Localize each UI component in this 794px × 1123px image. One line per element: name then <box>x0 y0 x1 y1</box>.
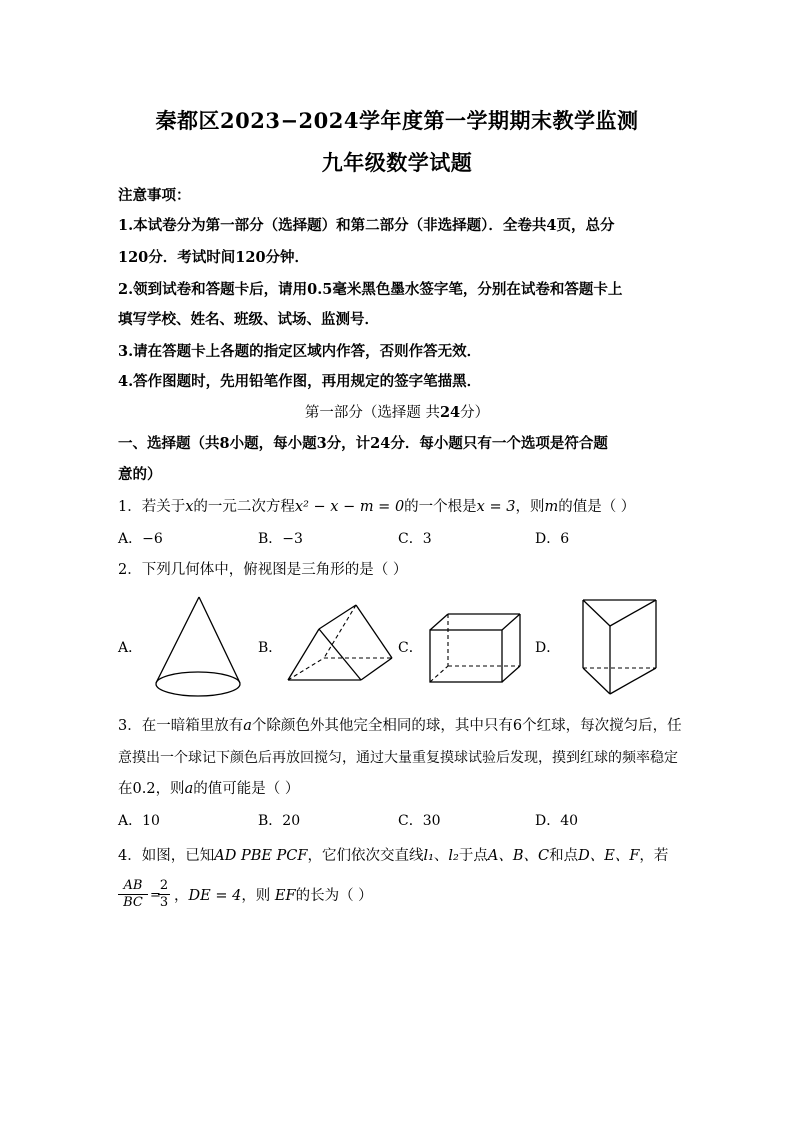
q3-text-2: 个除颜色外其他完全相同的球，其中只有 <box>251 718 513 734</box>
q1-var-m: m <box>544 499 559 515</box>
q3-option-b: B．20 <box>258 813 301 829</box>
q1-option-d: D．6 <box>535 531 570 547</box>
q3-six: 6 <box>512 718 523 734</box>
q4-parallel: AD PBE PCF <box>214 848 308 864</box>
q3-c-var: a <box>184 781 194 797</box>
triangular-prism-figure <box>282 600 398 686</box>
q4-text-4: 和点 <box>549 848 579 864</box>
q1-text-2: 的一元二次方程 <box>193 499 295 515</box>
q4-text-b1: ， <box>174 888 189 904</box>
question-2-stem: 2．下列几何体中，俯视图是三角形的是（ ） <box>118 562 408 578</box>
exam-subtitle: 九年级数学试题 <box>321 150 473 175</box>
q4-de: DE = 4 <box>188 888 242 904</box>
q4-points-1: A、B、C <box>487 848 550 864</box>
q1-equation: x² − x − m = 0 <box>294 499 405 515</box>
q4-l2: l₂ <box>448 848 459 864</box>
q3-text-1: 3．在一暗箱里放有 <box>118 718 244 734</box>
note-3: 3.请在答题卡上各题的指定区域内作答，否则作答无效． <box>118 343 482 360</box>
q1-root: x = 3 <box>476 499 516 515</box>
cuboid-figure <box>426 610 524 686</box>
q4-frac-equals: = <box>150 888 161 903</box>
q1-option-b: B．−3 <box>258 531 303 547</box>
q4-text-2: ，它们依次交直线 <box>307 848 424 864</box>
q4-text-b3: 的长为（ ） <box>295 888 373 904</box>
q4-value-fraction <box>158 878 170 911</box>
q1-var-x: x <box>185 499 194 515</box>
q1-option-c: C．3 <box>398 531 432 547</box>
q4-value-denominator: 3 <box>159 895 169 910</box>
q4-sep: 、 <box>433 848 449 864</box>
q3-var-a: a <box>243 718 252 734</box>
cone-figure <box>148 593 248 703</box>
part1-heading-num: 24 <box>439 404 461 421</box>
q4-ef: EF <box>274 888 296 904</box>
note-2b: 填写学校、姓名、班级、试场、监测号． <box>118 311 379 328</box>
q1-text-1: 1．若关于 <box>118 499 186 515</box>
question-3-line-2: 意摸出一个球记下颜色后再放回搅匀，通过大量重复摸球试验后发现，摸到红球的频率稳定 <box>118 750 678 766</box>
q2-label-c: C． <box>398 640 423 656</box>
question-1-stem <box>118 497 678 517</box>
note-1a: 1.本试卷分为第一部分（选择题）和第二部分（非选择题）．全卷共4页，总分 <box>118 217 615 234</box>
part1-heading-prefix: 第一部分（选择题 共 <box>304 405 440 421</box>
q4-value-numerator: 2 <box>159 878 169 893</box>
q3-option-a: A．10 <box>118 813 160 829</box>
notes-heading: 注意事项： <box>118 187 191 204</box>
part1-heading <box>0 403 794 423</box>
q4-points-2: D、E、F <box>578 848 640 864</box>
note-4: 4.答作图题时，先用铅笔作图，再用规定的签字笔描黑． <box>118 373 482 390</box>
q3-text-c3: 的值可能是（ ） <box>193 781 300 797</box>
upright-prism-figure <box>578 596 662 700</box>
section-heading-b: 意的） <box>118 466 162 483</box>
q2-label-d: D． <box>535 640 561 656</box>
q3-c-val: 0.2 <box>132 781 156 797</box>
q3-option-c: C．30 <box>398 813 441 829</box>
q3-option-d: D．40 <box>535 813 579 829</box>
q4-frac-numerator: AB <box>118 878 148 895</box>
q4-l1: l₁ <box>423 848 434 864</box>
q2-label-b: B． <box>258 640 283 656</box>
exam-title: 秦都区2023−2024学年度第一学期期末教学监测 <box>155 108 639 133</box>
q4-ratio-fraction <box>118 878 148 911</box>
q4-text-3: 于点 <box>458 848 488 864</box>
question-3-line-3 <box>118 779 678 799</box>
q1-text-3: 的一个根是 <box>404 499 477 515</box>
question-3-line-1 <box>118 716 682 736</box>
q3-text-3: 个红球，每次搅匀后，任 <box>522 718 682 734</box>
q4-frac-denominator: BC <box>123 895 143 910</box>
q3-text-c1: 在 <box>118 781 133 797</box>
q4-text-1: 4．如图，已知 <box>118 848 215 864</box>
section-heading-a: 一、选择题（共8小题，每小题3分，计24分．每小题只有一个选项是符合题 <box>118 435 608 452</box>
q4-text-5: ，若 <box>639 848 669 864</box>
note-1b: 120分．考试时间120分钟． <box>118 249 310 266</box>
q4-text-b2: ，则 <box>241 888 275 904</box>
q1-text-5: 的值是（ ） <box>558 499 636 515</box>
question-4-line-1 <box>118 846 678 866</box>
q1-option-a: A．−6 <box>118 531 163 547</box>
part1-heading-suffix: 分） <box>460 405 490 421</box>
q2-label-a: A． <box>118 640 143 656</box>
note-2a: 2.领到试卷和答题卡后，请用0.5毫米黑色墨水签字笔，分别在试卷和答题卡上 <box>118 281 623 298</box>
q1-text-4: ，则 <box>515 499 545 515</box>
question-4-line-2 <box>174 886 373 906</box>
q3-text-c2: ，则 <box>155 781 185 797</box>
